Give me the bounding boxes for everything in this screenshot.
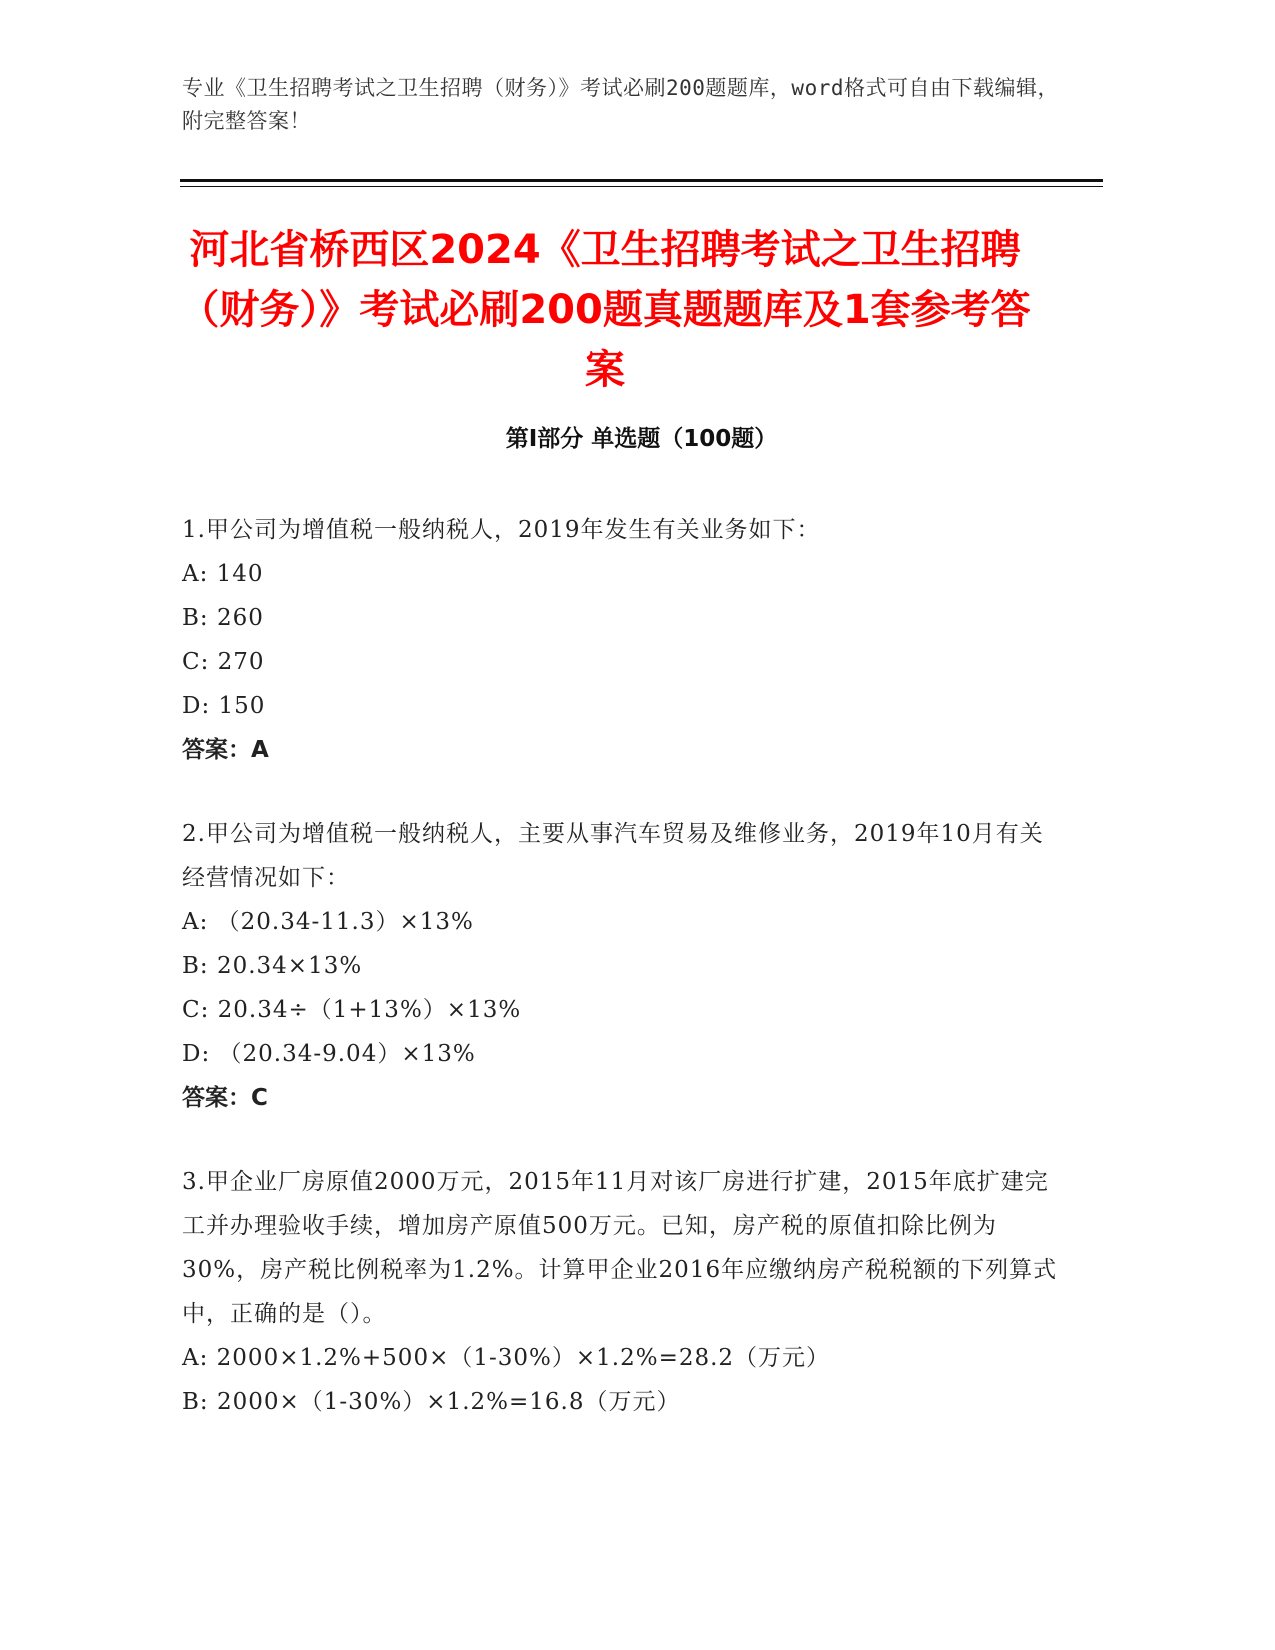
question-list	[182, 508, 1062, 1464]
option-c: C: 270	[182, 649, 265, 675]
question-text: 1.甲公司为增值税一般纳税人，2019年发生有关业务如下：	[182, 517, 821, 543]
question-1	[182, 508, 1062, 772]
option-d: D: 150	[182, 693, 266, 719]
option-a: A: （20.34-11.3）×13%	[182, 909, 474, 935]
option-b: B: 20.34×13%	[182, 953, 363, 979]
answer: 答案：A	[182, 737, 269, 763]
option-a: A: 140	[182, 561, 264, 587]
question-3	[182, 1160, 1062, 1424]
question-2	[182, 812, 1062, 1120]
question-text: 3.甲企业厂房原值2000万元，2015年11月对该厂房进行扩建，2015年底扩建完工并办理验收手续，增加房产原值500万元。已知，房产税的原值扣除比例为30%，房产税比例税率为1.2%。计算甲企业2016年应缴纳房产税税额的下列算式中，正确的是（）。	[182, 1169, 1058, 1327]
option-a: A: 2000×1.2%+500×（1-30%）×1.2%=28.2（万元）	[182, 1345, 831, 1371]
question-text: 2.甲公司为增值税一般纳税人，主要从事汽车贸易及维修业务，2019年10月有关经营情况如下：	[182, 821, 1044, 891]
document-title: 河北省桥西区2024《卫生招聘考试之卫生招聘（财务）》考试必刷200题真题题库及1套参考答案	[179, 227, 1031, 393]
header-divider-thick	[180, 179, 1103, 182]
header-divider-thin	[180, 186, 1103, 187]
option-b: B: 260	[182, 605, 264, 631]
section-title: 第Ⅰ部分 单选题（100题）	[505, 426, 778, 452]
answer: 答案：C	[182, 1085, 268, 1111]
header-note: 专业《卫生招聘考试之卫生招聘（财务）》考试必刷200题题库，word格式可自由下载编辑，附完整答案！	[182, 76, 1059, 133]
option-b: B: 2000×（1-30%）×1.2%=16.8（万元）	[182, 1389, 681, 1415]
option-d: D: （20.34-9.04）×13%	[182, 1041, 476, 1067]
option-c: C: 20.34÷（1+13%）×13%	[182, 997, 522, 1023]
